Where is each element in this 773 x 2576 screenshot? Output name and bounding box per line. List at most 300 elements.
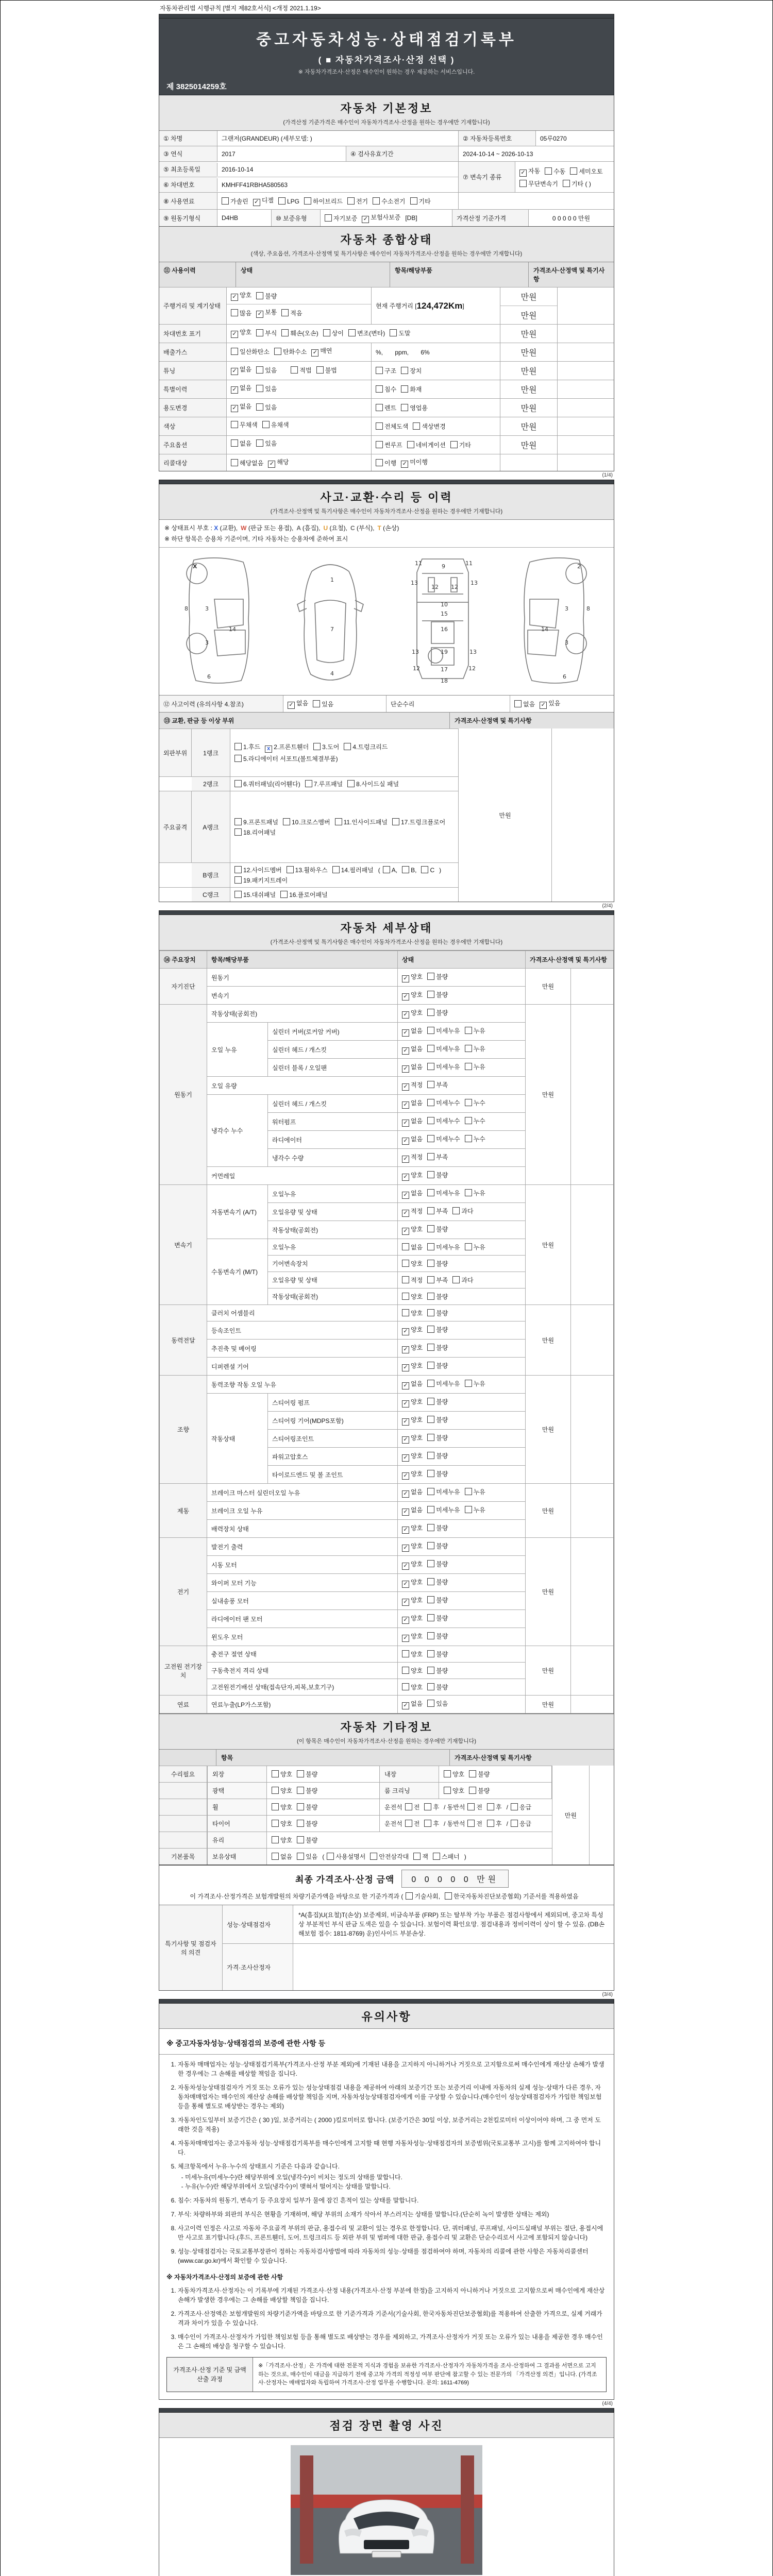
checkbox[interactable] xyxy=(427,1434,434,1441)
checkbox-option[interactable]: 불량 xyxy=(427,1434,448,1442)
checkbox[interactable] xyxy=(335,818,342,825)
checkbox-option[interactable]: ✓ 양호 xyxy=(402,1579,423,1586)
checkbox-option[interactable]: 5.라디에이터 서포트(볼트체결부품) xyxy=(234,755,338,762)
checked-checkbox[interactable] xyxy=(311,349,318,357)
checkbox-option[interactable]: 전 xyxy=(405,1803,420,1811)
checkbox[interactable] xyxy=(487,1803,494,1810)
checkbox[interactable] xyxy=(427,1153,434,1160)
checkbox-option[interactable]: 기술사회, xyxy=(406,1893,440,1900)
checkbox[interactable] xyxy=(402,1260,409,1267)
checkbox-option[interactable]: ✓ 양호 xyxy=(402,1561,423,1568)
checkbox-option[interactable]: ✓ 디젤 xyxy=(253,196,274,206)
checkbox-option[interactable]: C xyxy=(421,867,434,874)
checked-checkbox[interactable] xyxy=(402,1400,409,1408)
checkbox-option[interactable]: 4.트렁크리드 xyxy=(344,743,388,751)
checked-checkbox[interactable] xyxy=(402,1635,409,1642)
checkbox[interactable] xyxy=(231,439,238,447)
checkbox[interactable] xyxy=(401,404,408,411)
checkbox[interactable] xyxy=(305,780,312,787)
checkbox-option[interactable]: ✓ 없음 xyxy=(231,402,251,412)
checkbox-option[interactable]: 기타 xyxy=(410,197,431,206)
checkbox[interactable] xyxy=(390,329,397,336)
checked-checkbox[interactable] xyxy=(231,386,238,394)
checkbox-option[interactable]: 양호 xyxy=(272,1770,292,1778)
checkbox-option[interactable]: 응급 xyxy=(511,1819,531,1828)
checkbox-option[interactable]: 색상변경 xyxy=(413,422,445,431)
checkbox-option[interactable]: ✓ 양호 xyxy=(402,1543,423,1550)
checked-checkbox[interactable] xyxy=(402,1418,409,1426)
checkbox[interactable] xyxy=(427,1614,434,1621)
checkbox-option[interactable]: ✓ 매연 xyxy=(311,346,332,357)
checkbox[interactable] xyxy=(427,1560,434,1567)
checkbox-option[interactable]: ✓ 있음 xyxy=(540,699,560,709)
checked-checkbox[interactable] xyxy=(402,1328,409,1335)
checkbox-option[interactable]: 양호 xyxy=(402,1310,423,1317)
checkbox-option[interactable]: 불량 xyxy=(427,1172,448,1179)
checked-checkbox[interactable] xyxy=(402,1065,409,1073)
checkbox-option[interactable]: 구조 xyxy=(376,366,396,375)
checkbox[interactable] xyxy=(297,1853,304,1860)
checkbox-option[interactable]: 미세누유 xyxy=(427,1190,460,1197)
checkbox[interactable] xyxy=(427,1380,434,1387)
checkbox-option[interactable]: 수소전기 xyxy=(373,197,405,206)
checkbox[interactable] xyxy=(427,1171,434,1178)
checkbox-option[interactable]: 누유 xyxy=(465,1027,485,1035)
checkbox-option[interactable]: 미세누유 xyxy=(427,1506,460,1514)
checkbox-option[interactable]: ✓ 없음 xyxy=(402,1506,423,1514)
checkbox-option[interactable]: 많음 xyxy=(231,309,251,317)
checkbox-option[interactable]: ✓ 양호 xyxy=(402,1434,423,1442)
checkbox[interactable] xyxy=(281,309,289,316)
checked-checkbox[interactable] xyxy=(362,216,369,223)
checkbox-option[interactable]: 미세누유 xyxy=(427,1380,460,1387)
checkbox[interactable] xyxy=(407,441,414,448)
checkbox[interactable] xyxy=(570,167,577,175)
checkbox-option[interactable]: 누유 xyxy=(465,1488,485,1496)
checkbox-option[interactable]: ✓ 적정 xyxy=(402,1081,423,1089)
checkbox[interactable] xyxy=(234,780,242,787)
checkbox-option[interactable]: ✓ 없음 xyxy=(231,365,251,375)
checkbox-option[interactable]: 불량 xyxy=(427,1543,448,1550)
checked-checkbox[interactable] xyxy=(402,1581,409,1588)
checkbox[interactable] xyxy=(427,1632,434,1639)
checkbox-option[interactable]: 유채색 xyxy=(262,420,289,429)
checkbox-option[interactable]: 양호 xyxy=(402,1260,423,1267)
checkbox-option[interactable]: 불량 xyxy=(427,1009,448,1016)
checkbox[interactable] xyxy=(344,743,351,750)
checked-checkbox[interactable] xyxy=(402,1364,409,1371)
checkbox[interactable] xyxy=(297,1836,304,1843)
checkbox-option[interactable]: 과다 xyxy=(452,1277,473,1284)
checkbox-option[interactable]: ✓ 없음 xyxy=(402,1027,423,1035)
checkbox[interactable] xyxy=(234,891,242,898)
checkbox[interactable] xyxy=(234,755,242,762)
checkbox[interactable] xyxy=(231,421,238,428)
checkbox-option[interactable]: 이행 xyxy=(376,459,396,467)
checkbox[interactable] xyxy=(427,1398,434,1405)
checkbox[interactable] xyxy=(427,1009,434,1016)
checkbox[interactable] xyxy=(427,1700,434,1707)
checkbox[interactable] xyxy=(465,1045,472,1052)
checkbox[interactable] xyxy=(376,404,383,411)
checkbox[interactable] xyxy=(519,180,527,187)
checkbox[interactable] xyxy=(427,1276,434,1283)
checkbox-option[interactable]: ✓ 양호 xyxy=(231,328,251,338)
checkbox-option[interactable]: 후 xyxy=(487,1819,502,1828)
checkbox[interactable] xyxy=(427,1135,434,1142)
checkbox-option[interactable]: 불법 xyxy=(316,366,337,375)
checkbox-option[interactable]: 미세누유 xyxy=(427,1063,460,1071)
checkbox-option[interactable]: 불량 xyxy=(427,1362,448,1369)
checkbox-option[interactable]: 후 xyxy=(424,1803,439,1811)
checked-checkbox[interactable] xyxy=(231,331,238,338)
checkbox-option[interactable]: 불량 xyxy=(256,292,277,300)
checkbox[interactable] xyxy=(283,818,290,825)
checkbox-option[interactable]: 훼손(오손) xyxy=(281,329,318,337)
checkbox-option[interactable]: ✓양호 xyxy=(231,291,251,301)
checkbox[interactable] xyxy=(427,1081,434,1088)
checkbox-option[interactable]: 부족 xyxy=(427,1277,448,1284)
checkbox[interactable] xyxy=(325,214,332,222)
checkbox-option[interactable]: 부족 xyxy=(427,1208,448,1215)
checkbox-option[interactable]: 불량 xyxy=(469,1770,490,1778)
checkbox-option[interactable]: 부족 xyxy=(427,1154,448,1161)
checkbox[interactable] xyxy=(427,1683,434,1690)
checked-checkbox[interactable] xyxy=(402,1083,409,1091)
checkbox[interactable] xyxy=(469,1770,476,1777)
checkbox[interactable] xyxy=(465,1027,472,1034)
checkbox-option[interactable]: 수동 xyxy=(545,167,565,176)
checkbox-option[interactable]: 하이브리드 xyxy=(304,197,343,206)
checkbox[interactable] xyxy=(421,866,428,873)
checkbox-option[interactable]: ✓ 없음 xyxy=(288,699,308,709)
checkbox[interactable] xyxy=(427,1344,434,1351)
checkbox-option[interactable]: 일산화탄소 xyxy=(231,347,270,356)
checkbox-option[interactable]: ✓ 양호 xyxy=(402,1615,423,1622)
checkbox-option[interactable]: ✓ 양호 xyxy=(402,1452,423,1460)
checkbox-option[interactable]: 불량 xyxy=(427,1226,448,1233)
checkbox-option[interactable]: 3.도어 xyxy=(313,743,339,751)
checked-checkbox[interactable] xyxy=(519,170,527,177)
checked-checkbox[interactable] xyxy=(402,1101,409,1109)
checkbox-option[interactable]: ✓ 없음 xyxy=(402,1136,423,1143)
checkbox-option[interactable]: 누유 xyxy=(465,1063,485,1071)
checkbox[interactable] xyxy=(256,439,263,447)
checkbox-option[interactable]: 전 xyxy=(405,1819,420,1828)
checkbox-option[interactable]: 영업용 xyxy=(401,403,428,412)
checkbox-option[interactable]: ✓ 양호 xyxy=(402,1172,423,1179)
checkbox[interactable] xyxy=(427,1326,434,1333)
checkbox[interactable] xyxy=(370,1853,377,1860)
checkbox[interactable] xyxy=(514,700,522,707)
checked-checkbox[interactable] xyxy=(231,405,238,412)
checkbox[interactable] xyxy=(427,991,434,998)
checkbox-option[interactable]: 가솔린 xyxy=(222,197,248,206)
checked-checkbox[interactable] xyxy=(402,975,409,982)
checkbox[interactable] xyxy=(402,1667,409,1674)
checked-checkbox[interactable] xyxy=(402,1454,409,1462)
checkbox[interactable] xyxy=(313,743,321,750)
checkbox[interactable] xyxy=(272,1820,279,1827)
checkbox[interactable] xyxy=(332,866,340,873)
checkbox-option[interactable]: 적음 xyxy=(281,309,302,317)
checkbox[interactable] xyxy=(444,1770,451,1777)
checkbox[interactable] xyxy=(376,422,383,430)
checkbox-option[interactable]: ✓ 없음 xyxy=(402,1190,423,1197)
checkbox-option[interactable]: 불량 xyxy=(427,1470,448,1478)
checkbox-option[interactable]: LPG xyxy=(278,197,299,205)
checkbox-option[interactable]: 6.쿼터패널(리어휀다) xyxy=(234,781,300,788)
checkbox[interactable] xyxy=(272,1770,279,1777)
checked-checkbox[interactable] xyxy=(402,1029,409,1037)
checkbox-option[interactable]: 없음 xyxy=(402,1244,423,1251)
checkbox[interactable] xyxy=(402,1276,409,1283)
checkbox-option[interactable]: ✓ 양호 xyxy=(402,1362,423,1369)
checkbox[interactable] xyxy=(424,1803,431,1810)
checkbox-option[interactable]: 있음 xyxy=(256,384,277,393)
checkbox-option[interactable]: 불량 xyxy=(427,1633,448,1640)
checkbox[interactable] xyxy=(465,1380,472,1387)
checkbox[interactable] xyxy=(427,1260,434,1267)
checkbox-option[interactable]: 있음 xyxy=(313,700,333,708)
checkbox-option[interactable]: 미세누수 xyxy=(427,1099,460,1107)
checked-checkbox[interactable] xyxy=(402,1011,409,1019)
checkbox[interactable] xyxy=(427,1243,434,1250)
checkbox[interactable] xyxy=(427,1225,434,1232)
checkbox-option[interactable]: 11.인사이드패널 xyxy=(335,819,388,826)
checkbox[interactable] xyxy=(427,1596,434,1603)
checkbox[interactable] xyxy=(427,1470,434,1477)
checked-checkbox[interactable] xyxy=(402,1436,409,1444)
checkbox-option[interactable]: ✓ 양호 xyxy=(402,1326,423,1333)
checkbox[interactable] xyxy=(413,1853,421,1860)
checkbox-option[interactable]: 불량 xyxy=(427,1561,448,1568)
checkbox-option[interactable]: 있음 xyxy=(256,403,277,412)
checkbox[interactable] xyxy=(452,1276,460,1283)
checked-checkbox[interactable] xyxy=(402,1472,409,1480)
checkbox[interactable] xyxy=(467,1803,475,1810)
checkbox-option[interactable]: 양호 xyxy=(272,1836,292,1844)
checkbox[interactable] xyxy=(274,348,281,355)
checkbox-option[interactable]: 불량 xyxy=(427,1344,448,1351)
checkbox[interactable] xyxy=(427,1207,434,1214)
checkbox[interactable] xyxy=(445,1892,452,1900)
checked-checkbox[interactable] xyxy=(540,702,547,709)
checkbox-option[interactable]: 무단변속기 xyxy=(519,179,558,188)
checkbox-option[interactable]: 자기보증 xyxy=(325,214,357,223)
checkbox-option[interactable]: 렌트 xyxy=(376,403,396,412)
checkbox-option[interactable]: ✓ 양호 xyxy=(402,1597,423,1604)
checkbox-option[interactable]: 양호 xyxy=(272,1819,292,1828)
checked-checkbox[interactable] xyxy=(402,1563,409,1570)
checkbox[interactable] xyxy=(291,366,298,374)
checkbox-option[interactable]: 없음 xyxy=(231,439,251,448)
checkbox[interactable] xyxy=(465,1135,472,1142)
checked-checkbox[interactable] xyxy=(402,1702,409,1709)
checkbox-option[interactable]: ✓ 보험사보증 xyxy=(362,213,400,223)
checkbox-option[interactable]: 누유 xyxy=(465,1190,485,1197)
checkbox[interactable] xyxy=(469,1787,476,1794)
checkbox[interactable] xyxy=(297,1803,304,1810)
checked-checkbox[interactable] xyxy=(402,1346,409,1353)
checkbox[interactable] xyxy=(450,441,458,448)
checkbox[interactable] xyxy=(424,1820,431,1827)
checkbox[interactable] xyxy=(401,367,408,374)
checkbox[interactable] xyxy=(278,197,285,205)
checkbox[interactable] xyxy=(256,366,263,374)
checkbox-option[interactable]: 불량 xyxy=(469,1786,490,1795)
checkbox[interactable] xyxy=(402,1243,409,1250)
checkbox-option[interactable]: 불량 xyxy=(427,1524,448,1532)
checkbox[interactable] xyxy=(402,866,409,873)
checkbox[interactable] xyxy=(316,366,324,374)
checked-checkbox[interactable] xyxy=(253,199,260,206)
checked-checkbox[interactable] xyxy=(402,1156,409,1163)
checkbox-option[interactable]: 있음 xyxy=(256,366,277,375)
checkbox-option[interactable]: 누유 xyxy=(465,1380,485,1387)
checkbox[interactable] xyxy=(427,1362,434,1369)
checked-checkbox[interactable] xyxy=(402,1509,409,1516)
checkbox-option[interactable]: 스패너 xyxy=(433,1852,460,1861)
checkbox-option[interactable]: 상이 xyxy=(323,329,344,337)
checkbox[interactable] xyxy=(467,1820,475,1827)
checkbox-option[interactable]: ✓ 없음 xyxy=(231,383,251,394)
checkbox-option[interactable]: 불량 xyxy=(297,1803,317,1811)
checkbox-option[interactable]: 불량 xyxy=(297,1819,317,1828)
checkbox[interactable] xyxy=(444,1787,451,1794)
checkbox[interactable] xyxy=(234,743,242,750)
checkbox[interactable] xyxy=(327,1853,334,1860)
checked-checkbox[interactable] xyxy=(231,368,238,375)
checkbox[interactable] xyxy=(231,348,238,355)
checkbox[interactable] xyxy=(545,167,552,175)
checkbox[interactable] xyxy=(427,1063,434,1070)
checkbox[interactable] xyxy=(427,1506,434,1513)
checkbox-option[interactable]: 변조(변타) xyxy=(348,329,385,337)
checkbox-option[interactable]: 양호 xyxy=(272,1803,292,1811)
checked-checkbox[interactable] xyxy=(231,294,238,301)
checkbox[interactable] xyxy=(348,329,356,336)
checkbox-option[interactable]: 있음 xyxy=(427,1700,448,1707)
checkbox[interactable] xyxy=(427,1027,434,1034)
checkbox-option[interactable]: 누수 xyxy=(465,1117,485,1125)
checkbox-option[interactable]: ✓ 적정 xyxy=(402,1208,423,1215)
checkbox-option[interactable]: ✓ 해당 xyxy=(268,457,289,468)
checkbox-option[interactable]: 8.사이드실 패널 xyxy=(347,781,399,788)
checkbox-option[interactable]: ✓ 양호 xyxy=(402,1226,423,1233)
checkbox-option[interactable]: 탄화수소 xyxy=(274,347,307,356)
checkbox-option[interactable]: 미세누유 xyxy=(427,1027,460,1035)
checkbox-option[interactable]: 누수 xyxy=(465,1099,485,1107)
checkbox-option[interactable]: 불량 xyxy=(427,1452,448,1460)
checkbox[interactable] xyxy=(427,1578,434,1585)
checked-checkbox[interactable] xyxy=(402,1120,409,1127)
checkbox[interactable] xyxy=(427,973,434,980)
checkbox[interactable] xyxy=(376,367,383,374)
checkbox[interactable] xyxy=(402,1683,409,1690)
checkbox-option[interactable]: 16.플로어패널 xyxy=(280,891,328,899)
checked-checkbox[interactable] xyxy=(402,1617,409,1624)
checkbox-option[interactable]: 도말 xyxy=(390,329,410,337)
checkbox[interactable] xyxy=(256,329,263,336)
checkbox-option[interactable]: 양호 xyxy=(402,1651,423,1658)
checkbox[interactable] xyxy=(427,1189,434,1196)
checked-checkbox[interactable] xyxy=(401,461,408,468)
checkbox-option[interactable]: 불량 xyxy=(427,1651,448,1658)
checkbox[interactable] xyxy=(234,866,242,873)
checked-checkbox[interactable] xyxy=(402,993,409,1001)
checkbox-option[interactable]: ✓ 양호 xyxy=(402,1470,423,1478)
checkbox-option[interactable]: ✓ 양호 xyxy=(402,1524,423,1532)
checkbox[interactable] xyxy=(452,1207,460,1214)
checkbox-option[interactable]: 불량 xyxy=(427,1310,448,1317)
checkbox-option[interactable]: 없음 xyxy=(272,1852,292,1861)
checkbox-option[interactable]: 없음 xyxy=(514,700,535,708)
checkbox[interactable] xyxy=(347,197,355,205)
checked-checkbox[interactable] xyxy=(402,1599,409,1606)
checkbox-option[interactable]: 미세누수 xyxy=(427,1117,460,1125)
checkbox-option[interactable]: 불량 xyxy=(427,1667,448,1674)
checkbox-option[interactable]: 침수 xyxy=(376,385,396,394)
checkbox-option[interactable]: ✓ 없음 xyxy=(402,1380,423,1387)
checkbox[interactable] xyxy=(465,1099,472,1106)
checkbox-option[interactable]: 무채색 xyxy=(231,420,258,429)
checkbox-option[interactable]: 1.후드 xyxy=(234,743,260,751)
checkbox-option[interactable]: ✓ 미이행 xyxy=(401,457,428,468)
checkbox[interactable] xyxy=(427,1309,434,1316)
checkbox[interactable] xyxy=(402,1293,409,1300)
checkbox-option[interactable]: 불량 xyxy=(427,1260,448,1267)
checkbox-option[interactable]: 불량 xyxy=(427,1597,448,1604)
checkbox-option[interactable]: 7.루프패널 xyxy=(305,781,343,788)
checkbox-option[interactable]: 미세누유 xyxy=(427,1488,460,1496)
checkbox[interactable] xyxy=(256,403,263,411)
checkbox-option[interactable]: B, xyxy=(402,867,416,874)
checkbox-option[interactable]: 세미오토 xyxy=(570,167,602,176)
checkbox-option[interactable]: ✓ 없음 xyxy=(402,1063,423,1071)
checkbox[interactable] xyxy=(272,1853,279,1860)
checkbox-option[interactable]: 후 xyxy=(487,1803,502,1811)
checkbox-option[interactable]: ✓ 양호 xyxy=(402,1009,423,1016)
checkbox-option[interactable]: 15.대쉬패널 xyxy=(234,891,276,899)
checked-checkbox[interactable] xyxy=(402,1527,409,1534)
checkbox-option[interactable]: 불량 xyxy=(427,1398,448,1405)
checked-checkbox[interactable] xyxy=(402,1138,409,1145)
checkbox[interactable] xyxy=(402,1309,409,1316)
checkbox-option[interactable]: 불량 xyxy=(427,1326,448,1333)
checkbox[interactable] xyxy=(402,1650,409,1657)
checkbox[interactable] xyxy=(413,422,420,430)
checkbox[interactable] xyxy=(297,1820,304,1827)
checkbox-option[interactable]: 전체도색 xyxy=(376,422,408,431)
checkbox[interactable] xyxy=(323,329,330,336)
checkbox-option[interactable]: 네비게이션 xyxy=(407,440,446,449)
checkbox-option[interactable]: ✓ 양호 xyxy=(402,973,423,980)
checkbox[interactable] xyxy=(405,1803,412,1810)
checkbox-option[interactable]: 누수 xyxy=(465,1136,485,1143)
checkbox[interactable] xyxy=(511,1803,518,1810)
checkbox-option[interactable]: 미세누수 xyxy=(427,1136,460,1143)
checkbox[interactable] xyxy=(465,1243,472,1250)
checked-checkbox[interactable] xyxy=(402,1382,409,1389)
checkbox-option[interactable]: 전기 xyxy=(347,197,368,206)
checkbox[interactable] xyxy=(272,1787,279,1794)
checkbox-option[interactable]: 과다 xyxy=(452,1208,473,1215)
checkbox[interactable] xyxy=(256,292,263,299)
checkbox-option[interactable]: 누유 xyxy=(465,1506,485,1514)
checkbox-option[interactable]: 양호 xyxy=(444,1770,464,1778)
checkbox[interactable] xyxy=(465,1117,472,1124)
